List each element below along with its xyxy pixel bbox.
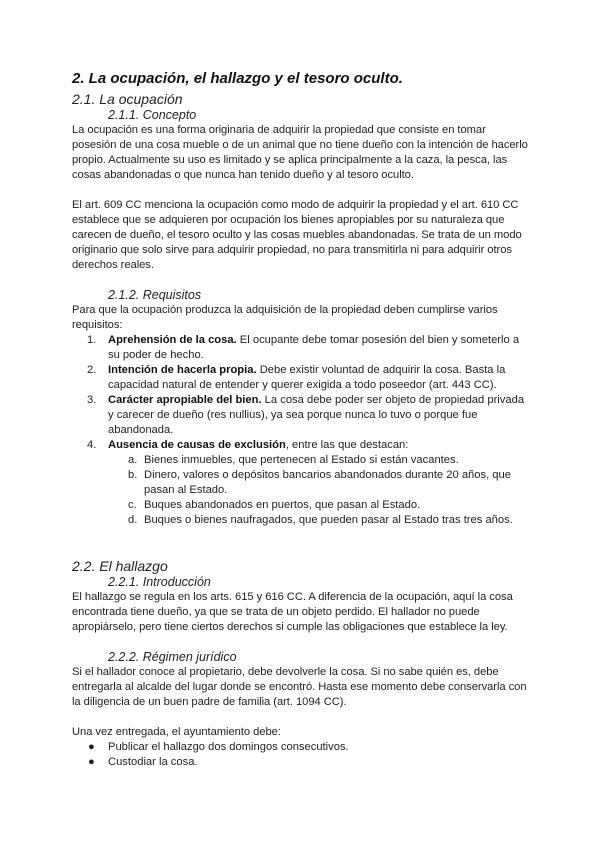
list-letter: c. — [128, 499, 137, 511]
concepto-paragraph-2: El art. 609 CC menciona la ocupación como modo de adquirir la propiedad y el art. 610 CC establece que se adquieren por ocupación los bienes apropiables por su naturaleza que carecen de dueño, el tesoro oculto y las cosas muebles abandonadas. Se trata de un modo originario que solo sirve para adquirir propiedad, no para transmitirla ni para adquirir otros derechos reales. — [72, 199, 522, 271]
list-item — [87, 363, 532, 393]
list-item — [88, 755, 532, 770]
section-2-2-1-heading: 2.2.1. Introducción — [108, 575, 211, 589]
list-item-text: Publicar el hallazgo dos domingos consecutivos. — [108, 741, 349, 753]
ayuntamiento-duties-list — [72, 740, 532, 770]
regimen-paragraph-1: Si el hallador conoce al propietario, debe devolverle la cosa. Si no sabe quién es, debe entregarla al alcalde del lugar donde se encontró. Hasta ese momento debe conservarla con la diligencia de un buen padre de familia (art. 1094 CC). — [72, 666, 527, 708]
list-letter: b. — [128, 469, 138, 481]
list-item — [87, 333, 532, 363]
list-item-text: Buques o bienes naufragados, que pueden pasar al Estado tras tres años. — [144, 514, 513, 526]
list-item — [88, 740, 532, 755]
list-item-text: La cosa debe poder ser objeto de propiedad privada y carecer de dueño (res nullius), ya sea porque nunca lo tuvo o porque fue abandonada. — [108, 394, 525, 436]
regimen-paragraph-2: Una vez entregada, el ayuntamiento debe: — [72, 726, 281, 738]
list-number: 4. — [87, 439, 97, 451]
exclusion-causes-list — [108, 453, 532, 528]
list-number: 1. — [87, 334, 97, 346]
list-item-bold: Aprehensión de la cosa. — [108, 334, 237, 346]
list-letter: a. — [128, 454, 138, 466]
list-item-text: Custodiar la cosa. — [108, 756, 198, 768]
list-item — [128, 498, 532, 513]
list-item-bold: Intención de hacerla propia. — [108, 364, 257, 376]
list-item-text: Dinero, valores o depósitos bancarios abandonados durante 20 años, que pasan al Estado. — [144, 469, 511, 496]
requisitos-list — [72, 333, 532, 528]
section-2-1-heading: 2.1. La ocupación — [72, 91, 183, 107]
concepto-paragraph-1: La ocupación es una forma originaria de adquirir la propiedad que consiste en tomar posesión de una cosa mueble o de un animal que no tiene dueño con la intención de hacerlo propio. Actualmente su uso es limitado y se aplica principalmente a la caza, la pesca, las cosas abandonadas o que nunca han tenido dueño y al tesoro oculto. — [72, 124, 528, 181]
list-item — [87, 438, 532, 528]
list-item — [87, 393, 532, 438]
section-2-heading: 2. La ocupación, el hallazgo y el tesoro oculto. — [72, 70, 403, 87]
list-number: 2. — [87, 364, 97, 376]
list-item — [128, 453, 532, 468]
list-item-text: Debe existir voluntad de adquirir la cosa. Basta la capacidad natural de entender y querer exigida a todo poseedor (art. 443 CC). — [108, 364, 506, 391]
requisitos-intro: Para que la ocupación produzca la adquisición de la propiedad deben cumplirse varios requisitos: — [72, 304, 498, 331]
list-item — [128, 513, 532, 528]
list-item-text: El ocupante debe tomar posesión del bien y someterlo a su poder de hecho. — [108, 334, 520, 361]
list-item — [128, 468, 532, 498]
section-2-2-heading: 2.2. El hallazgo — [72, 558, 168, 574]
section-2-1-1-heading: 2.1.1. Concepto — [108, 108, 197, 122]
document-page — [72, 70, 532, 770]
bullet-icon: ● — [88, 741, 95, 753]
list-number: 3. — [87, 394, 97, 406]
list-item-bold: Ausencia de causas de exclusión — [108, 439, 286, 451]
bullet-icon: ● — [88, 756, 95, 768]
introduccion-paragraph: El hallazgo se regula en los arts. 615 y 616 CC. A diferencia de la ocupación, aquí la cosa encontrada tiene dueño, ya que se trata de un objeto perdido. El hallador no puede apropiárselo, pero tiene ciertos derechos si cumple las obligaciones que establece la ley. — [72, 591, 513, 633]
list-item-bold: Carácter apropiable del bien. — [108, 394, 262, 406]
list-item-text: Bienes inmuebles, que pertenecen al Estado si están vacantes. — [144, 454, 459, 466]
list-item-text: , entre las que destacan: — [285, 439, 409, 451]
section-2-2-2-heading: 2.2.2. Régimen jurídico — [108, 650, 237, 664]
list-letter: d. — [128, 514, 138, 526]
list-item-text: Buques abandonados en puertos, que pasan al Estado. — [144, 499, 421, 511]
section-2-1-2-heading: 2.1.2. Requisitos — [108, 288, 202, 302]
